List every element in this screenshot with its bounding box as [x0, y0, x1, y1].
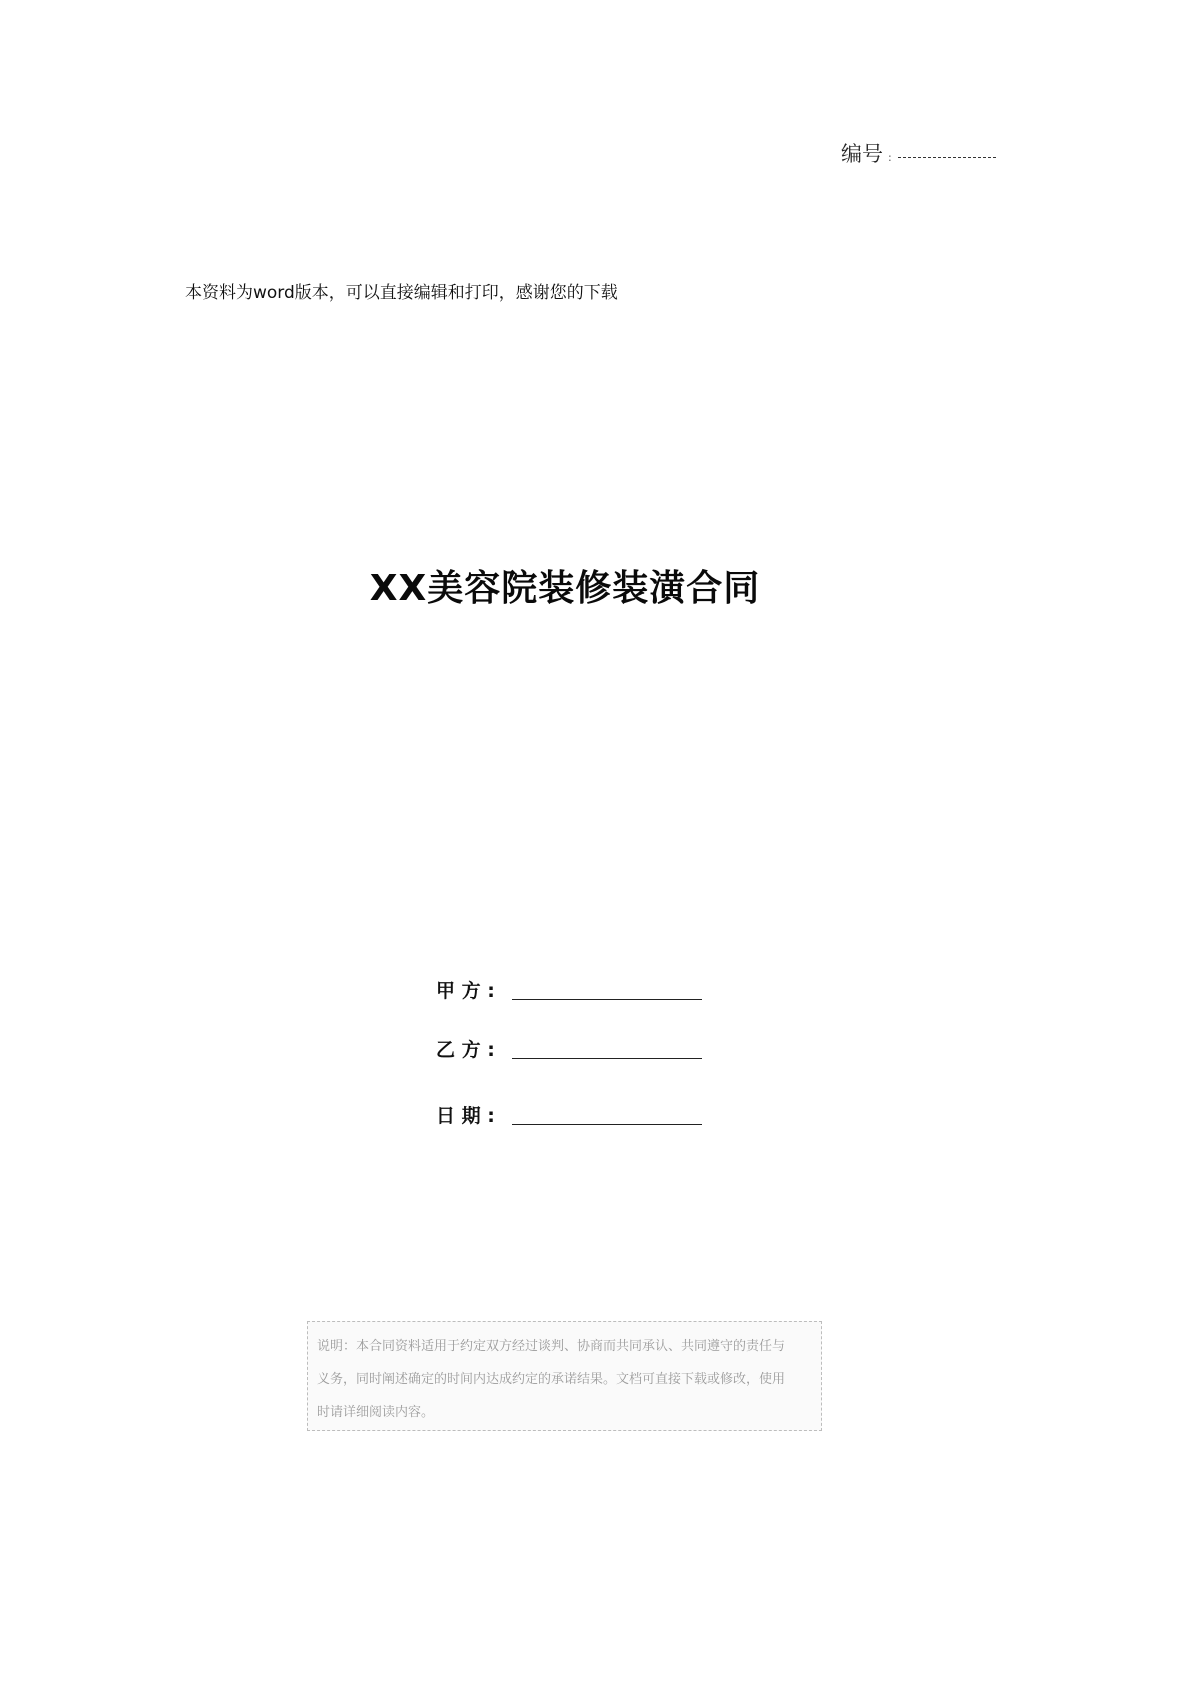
- usage-note-line: 义务，同时阐述确定的时间内达成约定的承诺结果。文档可直接下载或修改，使用: [317, 1372, 786, 1387]
- usage-note-line: 说明：本合同资料适用于约定双方经过谈判、协商而共同承认、共同遵守的责任与: [317, 1339, 786, 1354]
- party-b-row: [436, 1035, 702, 1062]
- party-b-blank[interactable]: [512, 1058, 702, 1059]
- party-a-blank[interactable]: [512, 999, 702, 1000]
- usage-note-line: 时请详细阅读内容。: [317, 1405, 435, 1420]
- serial-number-colon: :: [888, 151, 892, 164]
- party-a-label: 甲 方 :: [436, 980, 495, 1002]
- date-row: [436, 1101, 702, 1128]
- download-notice: 本资料为word版本，可以直接编辑和打印，感谢您的下载: [185, 283, 618, 303]
- party-b-label: 乙 方 :: [436, 1039, 495, 1061]
- document-title: XX美容院装修装潢合同: [369, 568, 761, 609]
- usage-note-box: [307, 1321, 822, 1431]
- serial-number-label: 编号: [841, 142, 883, 166]
- serial-number-field: [841, 138, 996, 168]
- party-a-row: [436, 976, 702, 1003]
- date-label: 日 期 :: [436, 1105, 495, 1127]
- serial-number-blank[interactable]: [898, 157, 996, 158]
- date-blank[interactable]: [512, 1124, 702, 1125]
